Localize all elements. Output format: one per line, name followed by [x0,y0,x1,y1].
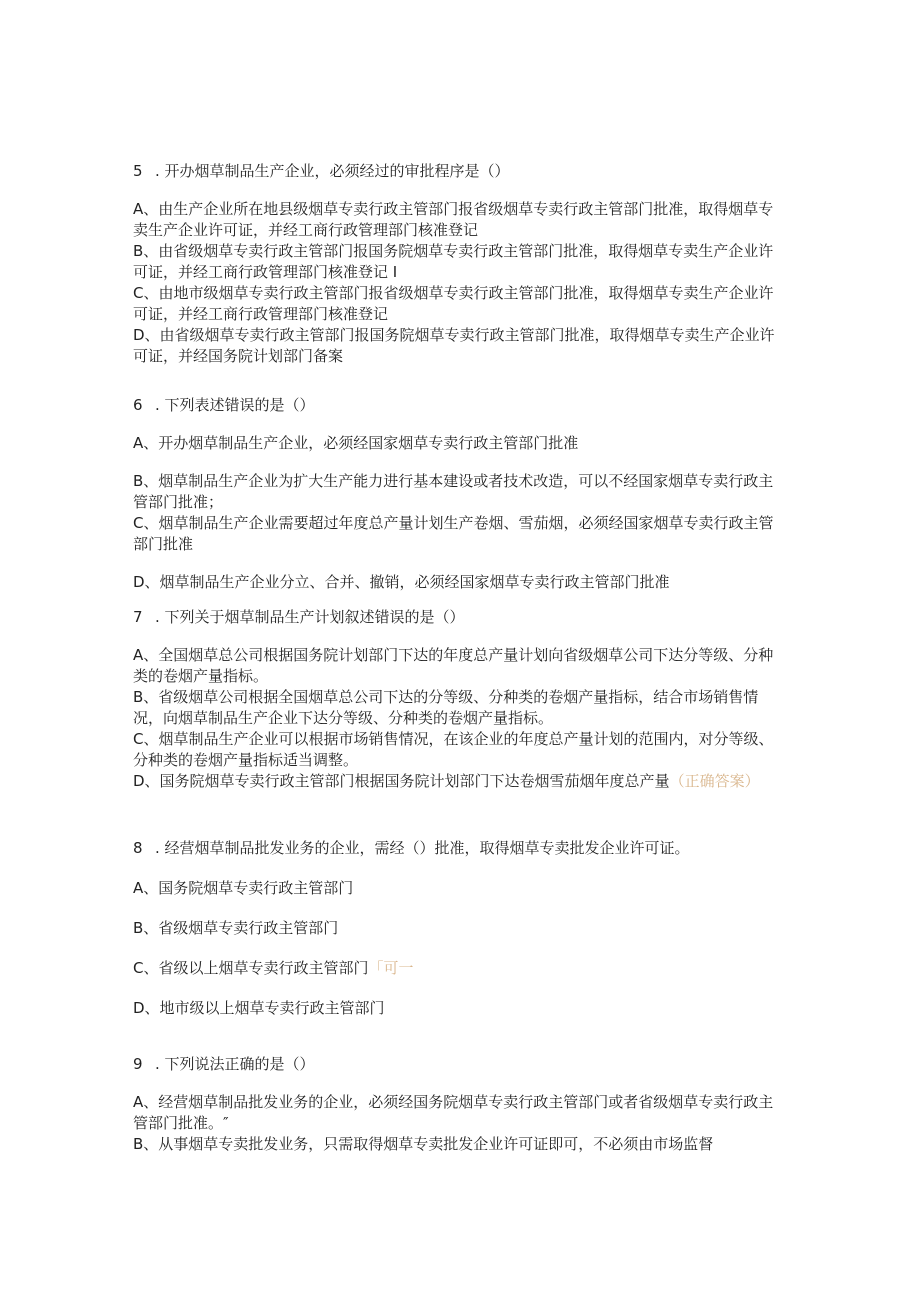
question-text: . 下列说法正确的是（） [155,1055,315,1073]
question-stem [133,1054,788,1075]
question-6 [133,395,788,593]
option-a: A、全国烟草总公司根据国务院计划部门下达的年度总产量计划向省级烟草公司下达分等级、分种类的卷烟产量指标。 [133,646,774,685]
question-text: . 下列关于烟草制品生产计划叙述错误的是（） [155,608,465,626]
answer-note: （正确答案） [669,772,760,790]
option-c: C、烟草制品生产企业可以根据市场销售情况，在该企业的年度总产量计划的范围内，对分等级、分种类的卷烟产量指标适当调整。 [133,730,774,769]
option-b: B、由省级烟草专卖行政主管部门报国务院烟草专卖行政主管部门批准，取得烟草专卖生产企业许可证，并经工商行政管理部门核准登记 I [133,242,774,281]
answer-note: 「可一 [368,959,414,977]
option-b: B、烟草制品生产企业为扩大生产能力进行基本建设或者技术改造，可以不经国家烟草专卖行政主管部门批准； [133,472,774,511]
question-number: 6 [133,396,143,414]
question-text: . 开办烟草制品生产企业，必须经过的审批程序是（） [155,162,510,180]
question-7 [133,607,788,792]
option-c: C、烟草制品生产企业需要超过年度总产量计划生产卷烟、雪茄烟，必须经国家烟草专卖行政主管部门批准 [133,514,774,553]
option-a: A、开办烟草制品生产企业，必须经国家烟草专卖行政主管部门批准 [133,434,579,452]
question-5 [133,161,788,367]
question-number: 5 [133,162,143,180]
question-stem [133,838,788,859]
option-a: A、由生产企业所在地县级烟草专卖行政主管部门报省级烟草专卖行政主管部门批准，取得烟草专卖生产企业许可证，并经工商行政管理部门核准登记 [133,200,774,239]
question-number: 8 [133,839,143,857]
option-b: B、从事烟草专卖批发业务，只需取得烟草专卖批发企业许可证即可，不必须由市场监督 [133,1135,714,1153]
option-d [133,771,788,792]
question-number: 9 [133,1055,143,1073]
question-9 [133,1054,788,1155]
option-c [133,958,788,979]
option-c-text: C、省级以上烟草专卖行政主管部门 [133,959,369,977]
question-stem [133,607,788,628]
option-a: A、经营烟草制品批发业务的企业，必须经国务院烟草专卖行政主管部门或者省级烟草专卖行政主管部门批准。″ [133,1093,774,1132]
question-stem [133,161,788,182]
option-d: D、由省级烟草专卖行政主管部门报国务院烟草专卖行政主管部门批准，取得烟草专卖生产企业许可证，并经国务院计划部门备案 [133,326,775,365]
question-stem [133,395,788,416]
question-text: . 下列表述错误的是（） [155,396,315,414]
option-b: B、省级烟草专卖行政主管部门 [133,919,339,937]
question-text: . 经营烟草制品批发业务的企业，需经（）批准，取得烟草专卖批发企业许可证。 [155,839,690,857]
option-d-text: D、国务院烟草专卖行政主管部门根据国务院计划部门下达卷烟雪茄烟年度总产量 [133,772,670,790]
question-number: 7 [133,608,143,626]
question-8 [133,838,788,1019]
option-b: B、省级烟草公司根据全国烟草总公司下达的分等级、分种类的卷烟产量指标，结合市场销售情况，向烟草制品生产企业下达分等级、分种类的卷烟产量指标。 [133,688,759,727]
option-d: D、烟草制品生产企业分立、合并、撤销，必须经国家烟草专卖行政主管部门批准 [133,573,670,591]
option-a: A、国务院烟草专卖行政主管部门 [133,879,354,897]
option-c: C、由地市级烟草专卖行政主管部门报省级烟草专卖行政主管部门批准，取得烟草专卖生产企业许可证，并经工商行政管理部门核准登记 [133,284,774,323]
option-d: D、地市级以上烟草专卖行政主管部门 [133,999,385,1017]
